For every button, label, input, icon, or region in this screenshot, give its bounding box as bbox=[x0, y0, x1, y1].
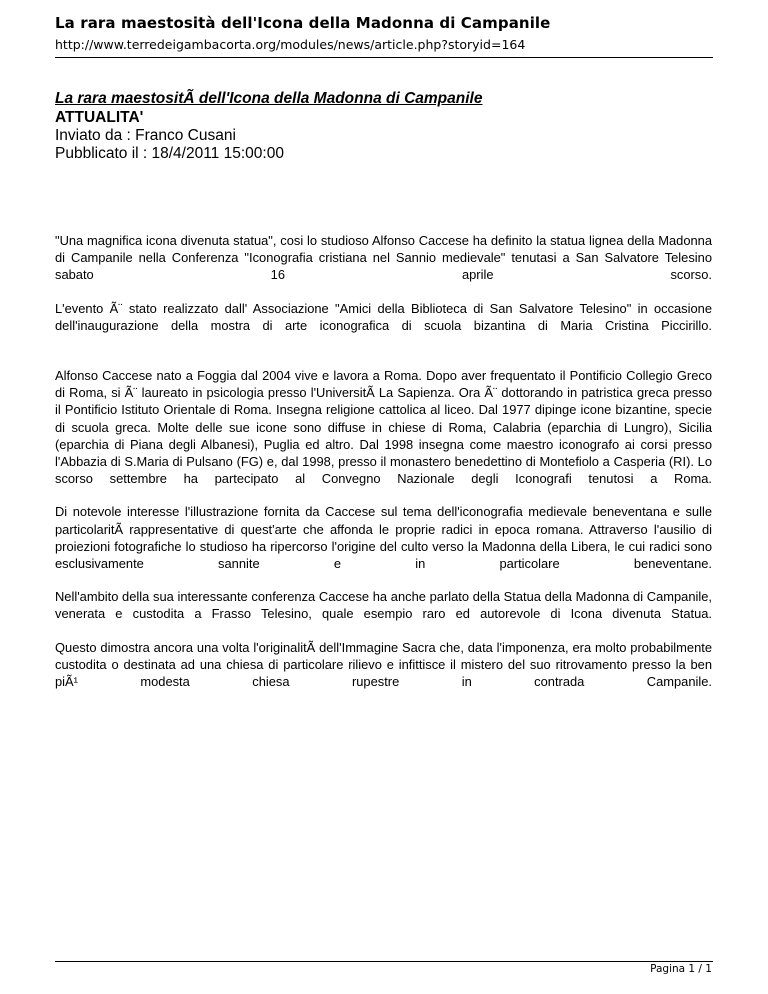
article-category: ATTUALITA' bbox=[55, 109, 144, 126]
article-date: Pubblicato il : 18/4/2011 15:00:00 bbox=[55, 145, 284, 162]
article-author: Inviato da : Franco Cusani bbox=[55, 127, 236, 144]
page-header-url: http://www.terredeigambacorta.org/modules/news/article.php?storyid=164 bbox=[55, 37, 526, 52]
article-title: La rara maestositÃ dell'Icona della Madonna di Campanile bbox=[55, 90, 483, 107]
footer-divider bbox=[55, 961, 713, 962]
article-paragraph: Nell'ambito della sua interessante conferenza Caccese ha anche parlato della Statua della Madonna di Campanile, venerata e custodita a Frasso Telesino, quale esempio raro ed autorevole di Icona divenuta Statua. bbox=[55, 589, 712, 622]
article-paragraph: Di notevole interesse l'illustrazione fornita da Caccese sul tema dell'iconografia medievale beneventana e sulle particolaritÃ rappresentative di quest'arte che affonda le proprie radici in epoca romana. Attraverso l'ausilio di proiezioni fotografiche lo studioso ha ripercorso l'origine del culto verso la Madonna della Libera, le cui radici sono esclusivamente sannite e in particolare beneventane. bbox=[55, 504, 712, 572]
page-number: Pagina 1 / 1 bbox=[650, 963, 712, 975]
article-paragraph: Questo dimostra ancora una volta l'originalitÃ dell'Immagine Sacra che, data l'imponenza, era molto probabilmente custodita o destinata ad una chiesa di particolare rilievo e infittisce il mistero del suo ritrovamento presso la ben piÃ¹ modesta chiesa rupestre in contrada Campanile. bbox=[55, 639, 712, 690]
article-body bbox=[55, 232, 712, 690]
page-header-title: La rara maestosità dell'Icona della Madonna di Campanile bbox=[55, 14, 551, 32]
article-paragraph: L'evento Ã¨ stato realizzato dall' Associazione "Amici della Biblioteca di San Salvatore Telesino" in occasione dell'inaugurazione della mostra di arte iconografica di scuola bizantina di Maria Cristina Piccirillo. bbox=[55, 300, 712, 333]
article-paragraph: "Una magnifica icona divenuta statua", cosi lo studioso Alfonso Caccese ha definito la statua lignea della Madonna di Campanile nella Conferenza "Iconografia cristiana nel Sannio medievale" tenutasi a San Salvatore Telesino sabato 16 aprile scorso. bbox=[55, 233, 712, 283]
article-paragraph: Alfonso Caccese nato a Foggia dal 2004 vive e lavora a Roma. Dopo aver frequentato il Pontificio Collegio Greco di Roma, si Ã¨ laureato in psicologia presso l'UniversitÃ La Sapienza. Ora Ã¨ dottorando in patristica greca presso il Pontificio Istituto Orientale di Roma. Insegna religione cattolica al liceo. Dal 1977 dipinge icone bizantine, specie di scuola greca. Molte delle sue icone sono diffuse in chiese di Roma, Calabria (eparchia di Lungro), Sicilia (eparchia di Piana degli Albanesi), Puglia ed altro. Dal 1998 insegna come maestro iconografo ai corsi presso l'Abbazia di S.Maria di Pulsano (FG) e, dal 1998, presso il monastero benedettino di Montefiolo a Casperia (RI). Lo scorso settembre ha partecipato al Convegno Nazionale degli Iconografi tenutosi a Roma. bbox=[55, 368, 712, 487]
header-divider bbox=[55, 57, 713, 58]
